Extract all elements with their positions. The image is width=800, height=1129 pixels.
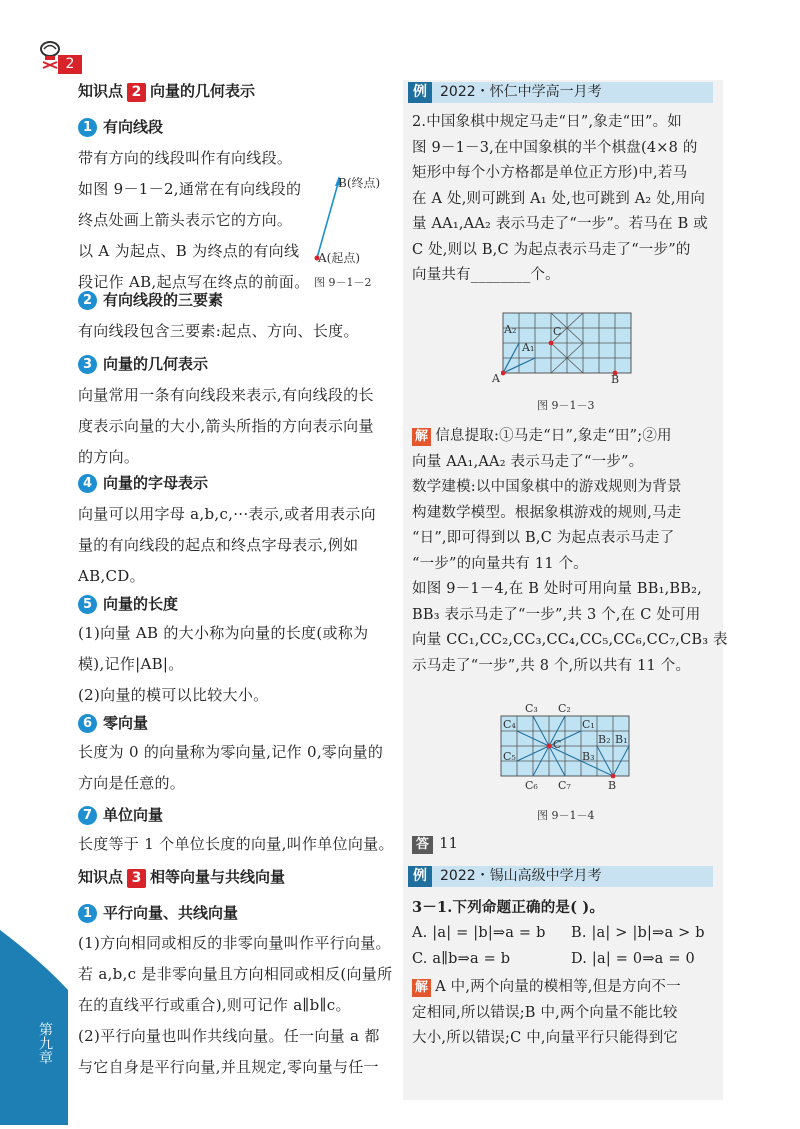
example-1-answer	[412, 832, 458, 858]
text-line: 段记作 AB,起点写在终点的前面。	[78, 273, 310, 291]
text-line: 矩形中每个小方格都是单位正方形)中,若马	[412, 165, 688, 181]
example-tag: 例	[408, 82, 432, 103]
text-line: 在 A 处,则可跳到 A₁ 处,也可跳到 A₂ 处,用向	[412, 190, 706, 207]
section-body	[78, 380, 374, 473]
example-1-solution	[412, 424, 728, 679]
text-line: 终点处画上箭头表示它的方向。	[78, 211, 293, 229]
text-line: (2)平行向量也叫作共线向量。任一向量 a 都	[78, 1027, 380, 1045]
knowledge-point-2-heading	[78, 80, 255, 102]
text-line: 与它自身是平行向量,并且规定,零向量与任一	[78, 1058, 379, 1076]
section-heading-letter-representation	[78, 472, 208, 493]
section-heading-three-elements	[78, 289, 223, 310]
fig4-label-b2: B₂	[598, 733, 611, 746]
solution-tag: 解	[412, 979, 431, 997]
text-line: 向量常用一条有向线段来表示,有向线段的长	[78, 386, 374, 404]
fig4-label-c1: C₁	[582, 718, 595, 731]
text-line: 定相同,所以错误;B 中,两个向量不能比较	[412, 1004, 678, 1021]
kp-number: 2	[127, 83, 146, 102]
solution-first-line	[412, 975, 681, 1001]
text-line: 带有方向的线段叫作有向线段。	[78, 149, 293, 167]
section-body	[78, 737, 383, 799]
section-heading-vector-length	[78, 593, 178, 614]
fig-caption: 图 9－1－2	[314, 276, 372, 289]
section-body	[78, 928, 392, 1083]
section-title: 有向线段	[103, 118, 164, 136]
solution-tag: 解	[412, 428, 431, 446]
example-1-problem	[412, 110, 708, 289]
section-number: 1	[78, 118, 97, 137]
text-line: 长度等于 1 个单位长度的向量,叫作单位向量。	[78, 835, 394, 853]
fig4-label-b: B	[608, 779, 617, 792]
section-title: 平行向量、共线向量	[103, 904, 239, 922]
example-source: 2022・锡山高级中学月考	[440, 868, 602, 884]
kp-title: 向量的几何表示	[150, 82, 256, 100]
figure-9-1-4-board	[499, 714, 633, 779]
section-body	[78, 143, 310, 298]
answer-value: 11	[439, 836, 459, 852]
text-line: 如图 9－1－4,在 B 处时可用向量 BB₁,BB₂,	[412, 581, 702, 597]
option-a: A. |a| = |b|⇒a = b	[412, 925, 546, 941]
option-b: B. |a| > |b|⇒a > b	[571, 925, 705, 941]
option-d: D. |a| = 0⇒a = 0	[571, 951, 695, 967]
section-number: 3	[78, 355, 97, 374]
section-body	[78, 499, 376, 592]
section-number: 6	[78, 714, 97, 733]
text-line: C 处,则以 B,C 为起点表示马走了“一步”的	[412, 241, 691, 258]
fig3-label-a: A	[492, 372, 500, 385]
text-line: 方向是任意的。	[78, 774, 186, 792]
section-heading-zero-vector	[78, 712, 148, 733]
text-line: 构建数学模型。根据象棋游戏的规则,马走	[412, 504, 682, 521]
text-line: 在的直线平行或重合),则可记作 a∥b∥c。	[78, 996, 351, 1014]
text-line: 向量 CC₁,CC₂,CC₃,CC₄,CC₅,CC₆,CC₇,CB₃ 表	[412, 632, 728, 648]
section-number: 7	[78, 806, 97, 825]
text-line: “日”,即可得到以 B,C 为起点表示马走了	[412, 530, 675, 546]
section-title: 向量的长度	[103, 595, 179, 613]
fig4-label-c3: C₃	[525, 702, 538, 715]
kp-number: 3	[127, 869, 146, 888]
text-line: AB,CD。	[78, 567, 145, 585]
fig3-label-a2: A₂	[504, 323, 517, 336]
section-body	[78, 829, 394, 860]
option-c: C. a∥b⇒a = b	[412, 951, 511, 967]
section-heading-geometric-representation	[78, 353, 208, 374]
fig4-label-c4: C₄	[503, 718, 516, 731]
text-line: 长度为 0 的向量称为零向量,记作 0,零向量的	[78, 743, 384, 761]
kp-title: 相等向量与共线向量	[150, 868, 286, 886]
text-line: 2.中国象棋中规定马走“日”,象走“田”。如	[412, 114, 682, 130]
fig4-label-b3: B₃	[582, 750, 595, 763]
text-line: 量的有向线段的起点和终点字母表示,例如	[78, 536, 359, 554]
section-number: 4	[78, 474, 97, 493]
fig4-label-c2: C₂	[558, 702, 571, 715]
fig4-label-c5: C₅	[503, 750, 516, 763]
fig4-label-c: C	[553, 738, 562, 751]
fig3-caption: 图 9－1－3	[537, 399, 595, 412]
section-title: 有向线段的三要素	[103, 291, 224, 309]
text-line: 有向线段包含三要素:起点、方向、长度。	[78, 322, 359, 340]
text-line: 模),记作|AB|。	[78, 655, 184, 673]
text-line: 若 a,b,c 是非零向量且方向相同或相反(向量所	[78, 965, 393, 983]
section-heading-unit-vector	[78, 804, 163, 825]
knowledge-point-3-heading	[78, 866, 285, 888]
text-line: 度表示向量的大小,箭头所指的方向表示向量	[78, 417, 374, 435]
text-line: 信息提取:①马走“日”,象走“田”;②用	[435, 428, 672, 444]
directed-segment	[317, 180, 339, 258]
page-number: 2	[65, 56, 75, 72]
text-line: (1)向量 AB 的大小称为向量的长度(或称为	[78, 624, 369, 642]
text-line: (1)方向相同或相反的非零向量叫作平行向量。	[78, 934, 391, 952]
text-line: 量 AA₁,AA₂ 表示马走了“一步”。若马在 B 或	[412, 216, 708, 232]
chapter-label: 第九章	[37, 1022, 53, 1064]
text-line: 的方向。	[78, 448, 140, 466]
section-body	[78, 316, 359, 347]
fig4-caption: 图 9－1－4	[537, 809, 595, 822]
text-line: “一步”的向量共有 11 个。	[412, 555, 588, 572]
kp-label: 知识点	[78, 82, 124, 100]
section-title: 向量的字母表示	[103, 474, 209, 492]
example-tag: 例	[408, 866, 432, 887]
text-line: 如图 9－1－2,通常在有向线段的	[78, 180, 302, 198]
text-line: 数学建模:以中国象棋中的游戏规则为背景	[412, 479, 682, 495]
text-line: 图 9－1－3,在中国象棋的半个棋盘(4×8 的	[412, 139, 698, 156]
section-number: 2	[78, 291, 97, 310]
section-body	[78, 618, 368, 711]
section-number: 5	[78, 595, 97, 614]
section-title: 零向量	[103, 714, 149, 732]
text-line: 向量可以用字母 a,b,c,···表示,或者用表示向	[78, 505, 376, 523]
page-number-box	[58, 55, 82, 74]
answer-tag: 答	[412, 836, 433, 854]
text-line: 示马走了“一步”,共 8 个,所以共有 11 个。	[412, 657, 691, 674]
chapter-tab-shape	[0, 930, 68, 1125]
fig-label-a: A(起点)	[318, 251, 361, 265]
section-heading-directed-segment	[78, 116, 163, 137]
section-heading-parallel-vectors	[78, 902, 238, 923]
text-line: BB₃ 表示马走了“一步”,共 3 个,在 C 处可用	[412, 606, 701, 623]
fig-label-b: B(终点)	[338, 176, 381, 190]
section-number: 1	[78, 904, 97, 923]
fig4-label-c7: C₇	[558, 779, 571, 792]
section-title: 向量的几何表示	[103, 355, 209, 373]
example-1-band	[408, 82, 713, 103]
fig3-label-a1: A₁	[522, 341, 535, 354]
fig4-label-c6: C₆	[525, 779, 538, 792]
example-2-band	[408, 866, 713, 887]
example-source: 2022・怀仁中学高一月考	[440, 84, 602, 100]
chapter-side-tab	[0, 930, 68, 1125]
kp-label: 知识点	[78, 868, 124, 886]
fig3-label-c: C	[553, 325, 562, 338]
text-line: 以 A 为起点、B 为终点的有向线	[78, 242, 300, 260]
fig3-label-b: B	[611, 373, 620, 386]
text-line: 向量 AA₁,AA₂ 表示马走了“一步”。	[412, 453, 644, 470]
text-line: A 中,两个向量的模相等,但是方向不一	[435, 979, 681, 995]
solution-first-line	[412, 424, 728, 450]
text-line: 向量共有________个。	[412, 267, 560, 283]
text-line: (2)向量的模可以比较大小。	[78, 686, 269, 704]
section-title: 单位向量	[103, 806, 164, 824]
text-line: 大小,所以错误;C 中,向量平行只能得到它	[412, 1030, 679, 1046]
fig4-label-b1: B₁	[615, 733, 628, 746]
example-2-solution	[412, 975, 681, 1052]
example-2-problem: 3－1.下列命题正确的是( )。	[412, 899, 605, 916]
